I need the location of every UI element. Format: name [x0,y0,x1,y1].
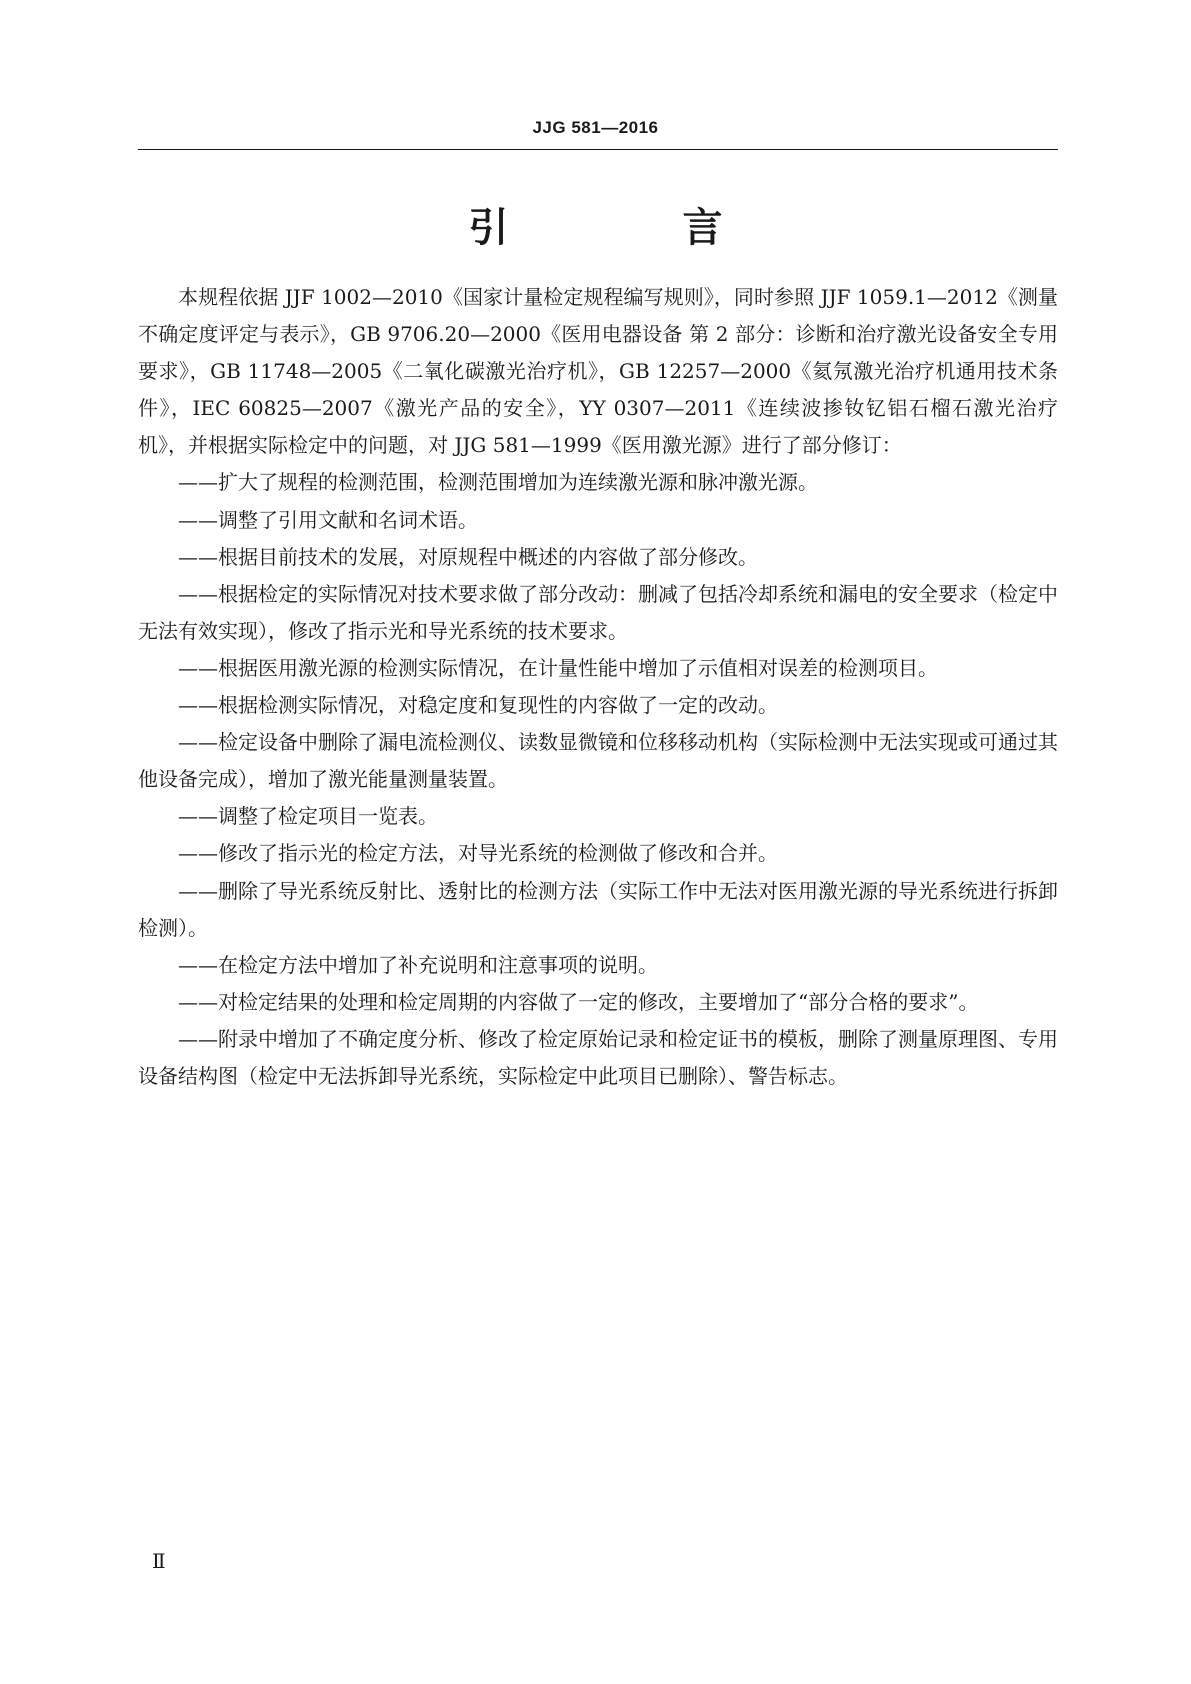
revision-item: ——根据目前技术的发展，对原规程中概述的内容做了部分修改。 [178,544,758,569]
revision-item: ——调整了检定项目一览表。 [178,804,438,829]
revision-item: ——在检定方法中增加了补充说明和注意事项的说明。 [178,952,658,977]
revision-item: ——调整了引用文献和名词术语。 [178,507,478,532]
revision-item: ——附录中增加了不确定度分析、修改了检定原始记录和检定证书的模板，删除了测量原理图、专用设备结构图（检定中无法拆卸导光系统，实际检定中此项目已删除）、警告标志。 [138,1026,1058,1088]
page-number: Ⅱ [152,1551,166,1573]
document-code: JJG 581—2016 [532,118,659,137]
revision-item: ——对检定结果的处理和检定周期的内容做了一定的修改，主要增加了“部分合格的要求”。 [178,989,979,1014]
revision-item: ——根据检定的实际情况对技术要求做了部分改动：删减了包括冷却系统和漏电的安全要求（检定中无法有效实现），修改了指示光和导光系统的技术要求。 [138,581,1058,643]
revision-item: ——删除了导光系统反射比、透射比的检测方法（实际工作中无法对医用激光源的导光系统进行拆卸检测）。 [138,878,1058,940]
revision-item: ——扩大了规程的检测范围，检测范围增加为连续激光源和脉冲激光源。 [178,470,818,495]
intro-paragraph: 本规程依据 JJF 1002—2010《国家计量检定规程编写规则》，同时参照 JJF 1059.1—2012《测量不确定度评定与表示》，GB 9706.20—2000《医用电器设备 第 2 部分：诊断和治疗激光设备安全专用要求》，GB 11748—2005《二氧化碳激光治疗机》，GB 12257—2000《氦氖激光治疗机通用技术条件》，IEC 60825—2007《激光产品的安全》，YY 0307—2011《连续波掺钕钇铝石榴石激光治疗机》，并根据实际检定中的问题，对 JJG 581—1999《医用激光源》进行了部分修订： [138,285,1058,458]
page-title: 引 言 [468,205,803,251]
revision-item: ——根据检测实际情况，对稳定度和复现性的内容做了一定的改动。 [178,693,778,718]
body-text [138,279,1058,1095]
revision-item: ——根据医用激光源的检测实际情况，在计量性能中增加了示值相对误差的检测项目。 [178,655,938,680]
revision-item: ——修改了指示光的检定方法，对导光系统的检测做了修改和合并。 [178,841,778,866]
header-rule [138,149,1058,150]
revision-item: ——检定设备中删除了漏电流检测仪、读数显微镜和位移移动机构（实际检测中无法实现或可通过其他设备完成），增加了激光能量测量装置。 [138,730,1058,792]
